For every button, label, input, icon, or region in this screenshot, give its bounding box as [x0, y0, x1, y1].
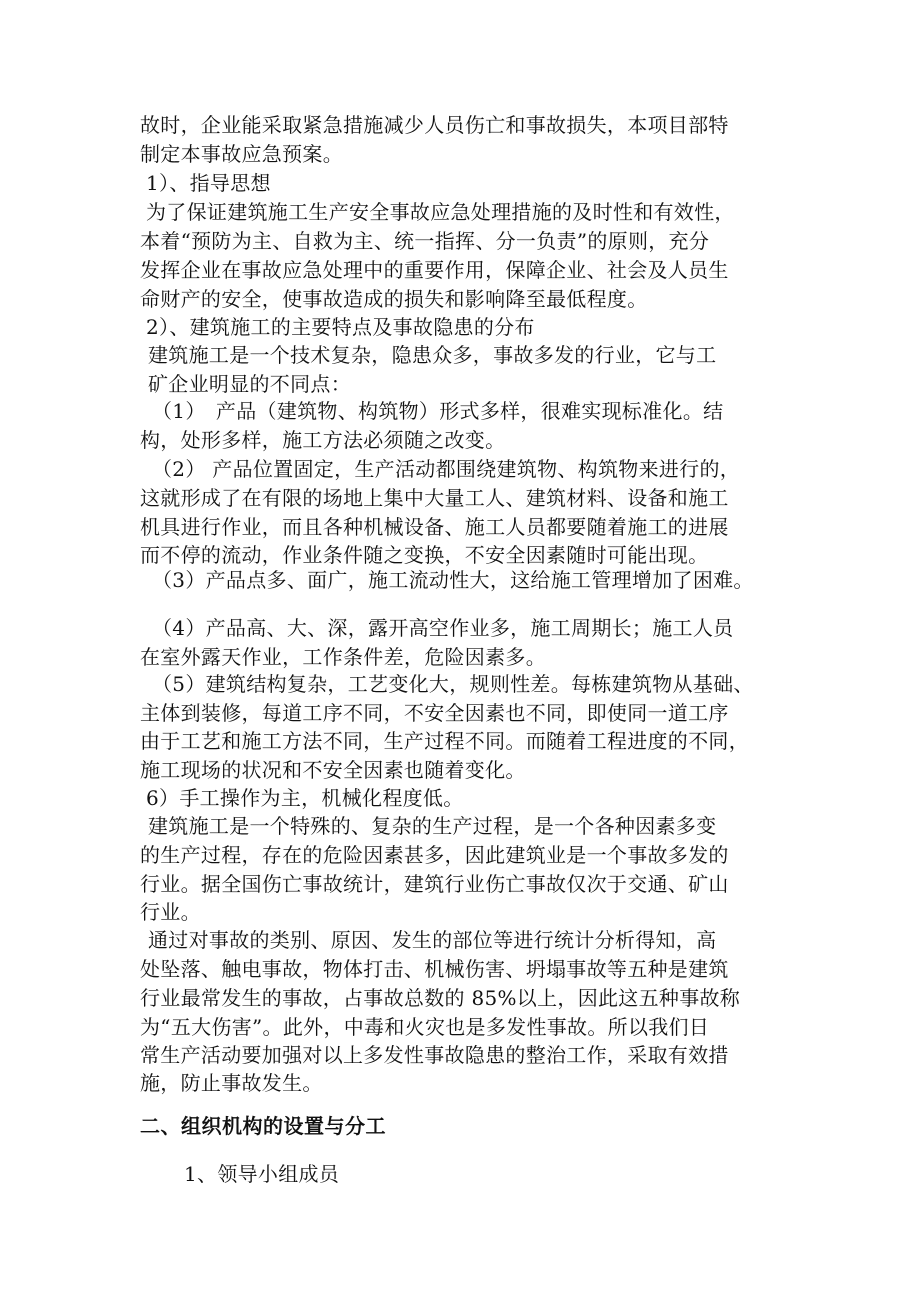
- body-text-line: 处坠落、触电事故，物体打击、机械伤害、坍塌事故等五种是建筑: [140, 957, 729, 981]
- body-text-line: 的生产过程，存在的危险因素甚多，因此建筑业是一个事故多发的: [140, 843, 729, 867]
- body-text-line: 通过对事故的类别、原因、发生的部位等进行统计分析得知，高: [148, 928, 717, 952]
- body-text-line: 主体到装修，每道工序不同，不安全因素也不同，即使同一道工序: [140, 701, 729, 725]
- list-heading-features: 2）、建筑施工的主要特点及事故隐患的分布: [146, 315, 535, 339]
- subsection-title: 1、领导小组成员: [184, 1162, 340, 1186]
- section-heading: 二、组织机构的设置与分工: [140, 1114, 386, 1138]
- body-text-line: 为“五大伤害”。此外，中毒和火灾也是多发性事故。所以我们日: [140, 1015, 710, 1039]
- body-text-line: 行业。: [140, 900, 201, 924]
- body-text-line: 由于工艺和施工方法不同，生产过程不同。而随着工程进度的不同，: [140, 729, 749, 753]
- list-item-2: （2） 产品位置固定，生产活动都围绕建筑物、构筑物来进行的，: [152, 457, 741, 481]
- list-heading-guiding-ideology: 1）、指导思想: [146, 171, 271, 195]
- list-item-6: 6）手工操作为主，机械化程度低。: [146, 786, 464, 810]
- body-text-line: 而不停的流动，作业条件随之变换，不安全因素随时可能出现。: [140, 543, 709, 567]
- body-text-line: 这就形成了在有限的场地上集中大量工人、建筑材料、设备和施工: [140, 486, 729, 510]
- body-text-line: 建筑施工是一个技术复杂，隐患众多，事故多发的行业，它与工: [148, 343, 717, 367]
- body-text-line: 行业最常发生的事故，占事故总数的 85%以上，因此这五种事故称: [140, 986, 741, 1010]
- body-text-line: 为了保证建筑施工生产安全事故应急处理措施的及时性和有效性，: [146, 200, 735, 224]
- body-text-line: 发挥企业在事故应急处理中的重要作用，保障企业、社会及人员生: [140, 258, 729, 282]
- body-text-line: 在室外露天作业，工作条件差，危险因素多。: [140, 645, 546, 669]
- body-text-line: 矿企业明显的不同点：: [148, 372, 351, 396]
- body-text-line: 施工现场的状况和不安全因素也随着变化。: [140, 758, 526, 782]
- body-text-line: 故时，企业能采取紧急措施减少人员伤亡和事故损失，本项目部特: [140, 113, 729, 137]
- body-text-line: 施，防止事故发生。: [140, 1071, 323, 1095]
- body-text-line: 建筑施工是一个特殊的、复杂的生产过程，是一个各种因素多变: [148, 814, 717, 838]
- list-item-5: （5）建筑结构复杂，工艺变化大，规则性差。每栋建筑物从基础、: [152, 672, 754, 696]
- body-text-line: 本着“预防为主、自救为主、统一指挥、分一负责”的原则，充分: [140, 229, 710, 253]
- list-item-3: （3）产品点多、面广，施工流动性大，这给施工管理增加了困难。: [152, 568, 754, 592]
- body-text-line: 行业。据全国伤亡事故统计，建筑行业伤亡事故仅次于交通、矿山: [140, 872, 729, 896]
- body-text-line: 制定本事故应急预案。: [140, 142, 343, 166]
- body-text-line: 机具进行作业，而且各种机械设备、施工人员都要随着施工的进展: [140, 515, 729, 539]
- body-text-line: 命财产的安全，使事故造成的损失和影响降至最低程度。: [140, 287, 648, 311]
- list-item-1: （1） 产品（建筑物、构筑物）形式多样，很难实现标准化。结: [152, 399, 724, 423]
- body-text-line: 常生产活动要加强对以上多发性事故隐患的整治工作，采取有效措: [140, 1043, 729, 1067]
- body-text-line: 构，处形多样，施工方法必须随之改变。: [140, 428, 506, 452]
- list-item-4: （4）产品高、大、深，露开高空作业多，施工周期长；施工人员: [152, 616, 734, 640]
